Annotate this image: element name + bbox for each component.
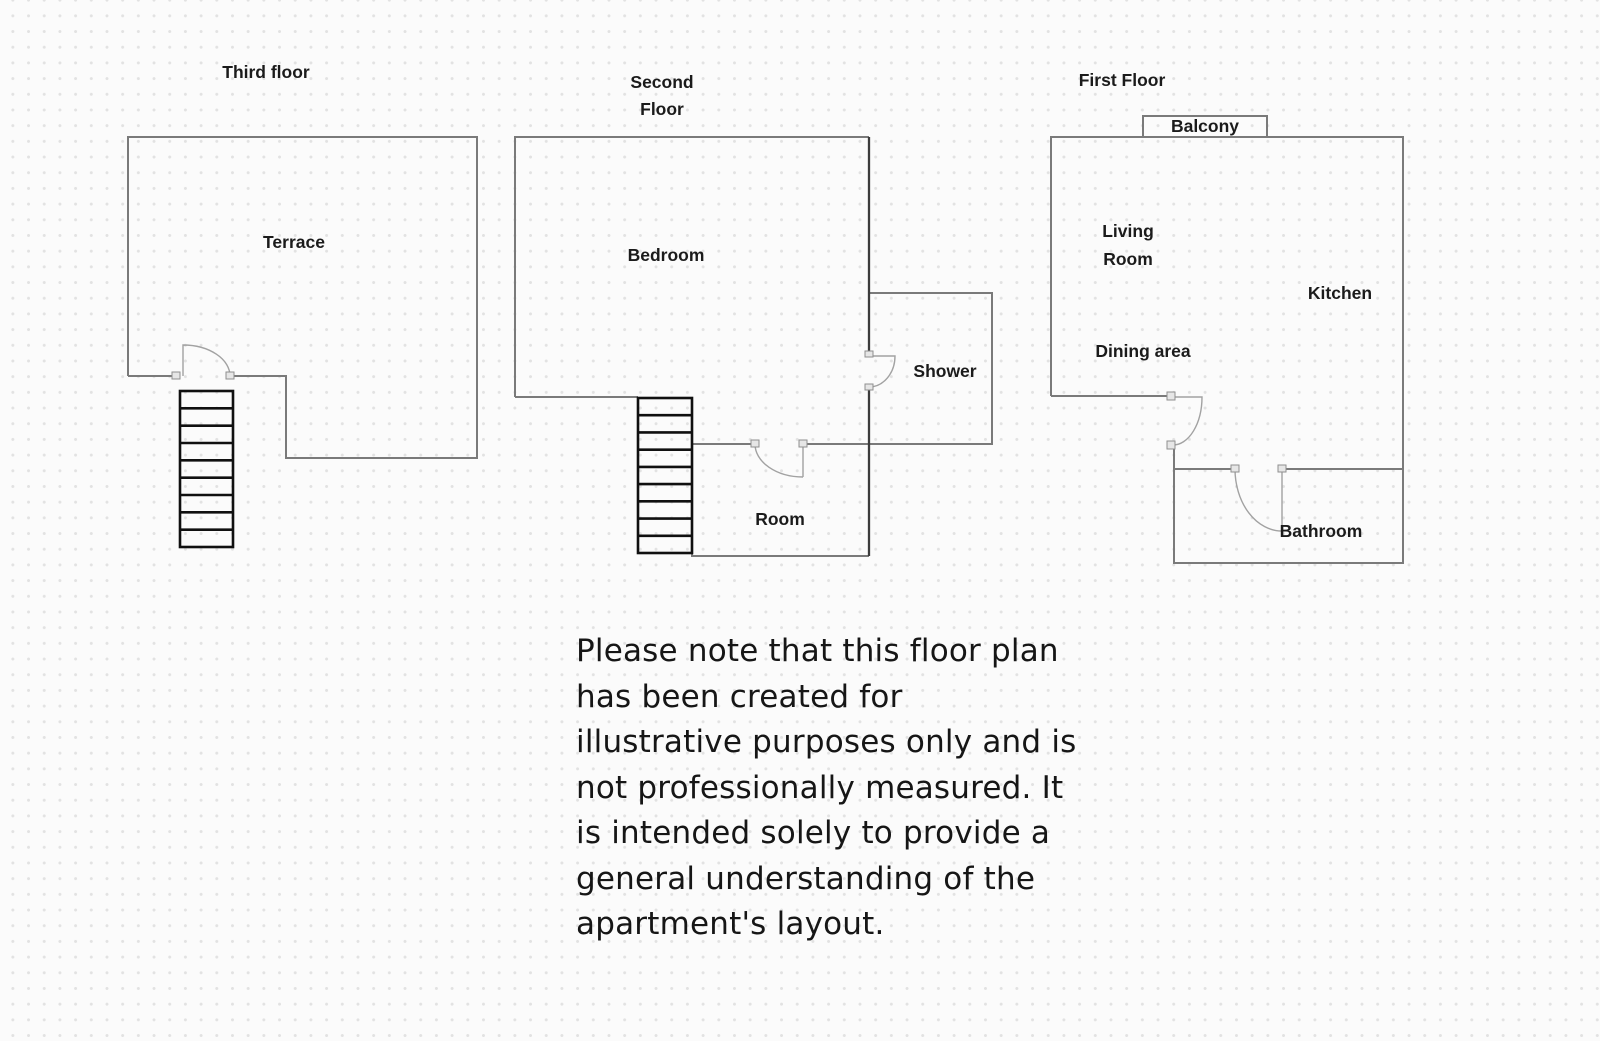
disclaimer-line: Please note that this floor plan (576, 633, 1059, 669)
terrace-label: Terrace (263, 232, 325, 252)
living-room-label-line2: Room (1103, 249, 1153, 269)
shower-label: Shower (913, 361, 977, 381)
disclaimer-line: illustrative purposes only and is (576, 724, 1077, 760)
disclaimer-text (576, 629, 1116, 948)
bedroom-label: Bedroom (627, 245, 705, 265)
bathroom-label: Bathroom (1279, 521, 1363, 541)
room-label: Room (755, 509, 805, 529)
second-floor-stairs (638, 398, 692, 553)
terrace-door-jamb (226, 372, 234, 379)
hall-door-jamb (1167, 441, 1175, 449)
bathroom-door-swing (1235, 469, 1282, 531)
shower-door-jamb (865, 384, 873, 390)
terrace-door-jamb (172, 372, 180, 379)
bathroom-door-jamb (1231, 465, 1239, 472)
hall-door-jamb (1167, 392, 1175, 400)
shower-door-jamb (865, 351, 873, 357)
room-door-jamb (751, 440, 759, 447)
balcony-label: Balcony (1170, 116, 1240, 136)
shower-door-swing (869, 356, 895, 387)
disclaimer-line: apartment's layout. (576, 906, 885, 942)
first-floor-plan (1051, 70, 1403, 563)
hall-door-swing (1173, 397, 1202, 445)
bathroom-door-jamb (1278, 465, 1286, 472)
room-door-jamb (799, 440, 807, 447)
second-floor-title-line2: Floor (640, 99, 684, 119)
second-floor-plan (515, 72, 992, 556)
first-floor-title: First Floor (1078, 70, 1166, 90)
living-room-label-line1: Living (1102, 221, 1154, 241)
terrace-door-swing (183, 345, 230, 376)
room-door-swing (755, 444, 803, 477)
disclaimer-line: not professionally measured. It (576, 769, 1064, 806)
dining-area-label: Dining area (1095, 341, 1191, 361)
second-floor-walls (515, 137, 992, 556)
kitchen-label: Kitchen (1307, 283, 1373, 303)
third-floor-title: Third floor (222, 62, 310, 82)
disclaimer-line: general understanding of the (576, 860, 1036, 897)
second-floor-title-line1: Second (630, 72, 694, 92)
third-floor-stairs (180, 391, 233, 547)
third-floor-plan (128, 62, 477, 547)
disclaimer-line: is intended solely to provide a (576, 815, 1051, 851)
disclaimer-line: has been created for (576, 678, 903, 715)
